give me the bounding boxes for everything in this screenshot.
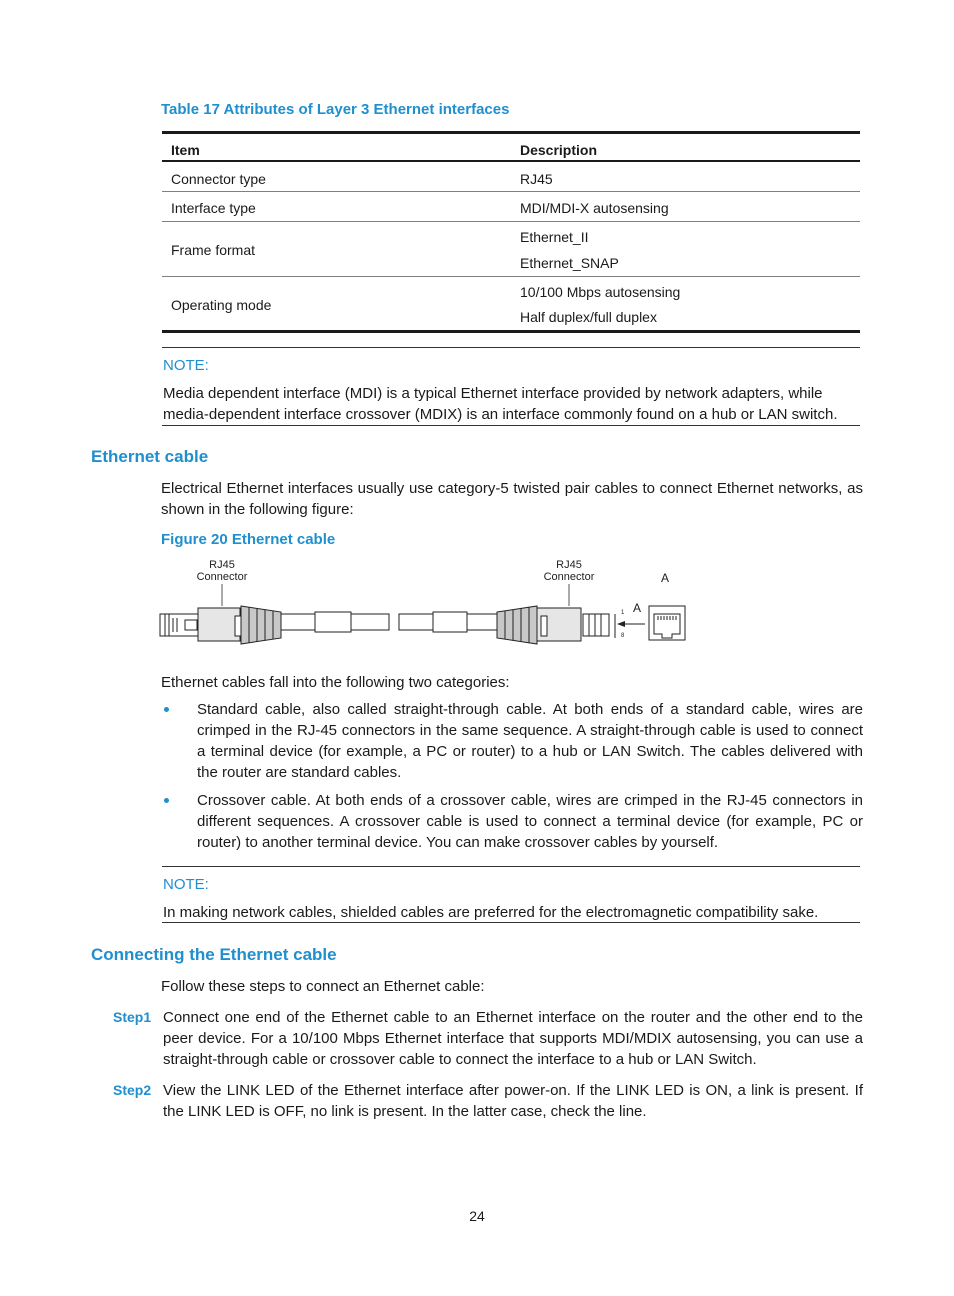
port-a-label: A	[661, 571, 670, 585]
left-connector-label: Connector	[196, 571, 248, 583]
note-text-line-2: media-dependent interface crossover (MDIX) is an interface commonly found on a hub or LAN switch.	[163, 406, 838, 423]
note-top-rule	[162, 866, 860, 867]
table-row-desc: Ethernet_SNAP	[520, 255, 619, 271]
right-connector-label: Connector	[543, 571, 595, 583]
left-rj45-label: RJ45	[209, 559, 235, 571]
bullet-dot	[164, 798, 169, 803]
list-item: Standard cable, also called straight-through cable. At both ends of a standard cable, wires are crimped in the RJ-45 connectors in the same sequence. A straight-through cable is used to connect a terminal device (for example, a PC or router) to a hub or LAN Switch. The cables delivered with the router are standard cables.	[197, 701, 863, 781]
note-bottom-rule	[162, 922, 860, 923]
table-bottom-rule	[162, 330, 860, 333]
table-row-item: Frame format	[171, 242, 256, 258]
table-row-item: Operating mode	[171, 297, 272, 313]
note-bottom-rule	[162, 425, 860, 426]
pin-8-label: 8	[621, 633, 625, 639]
table-header-item: Item	[171, 142, 200, 158]
section-heading-ethernet-cable: Ethernet cable	[91, 447, 209, 466]
step-text: View the LINK LED of the Ethernet interface after power-on. If the LINK LED is ON, a link is present. If the LINK LED is OFF, no link is present. In the latter case, check the line.	[163, 1082, 863, 1120]
step-text: Connect one end of the Ethernet cable to an Ethernet interface on the router and the other end to the peer device. For a 10/100 Mbps Ethernet interface that supports MDI/MDIX autosensing, you can use a straight-through cable or crossover cable to connect the interface to a hub or LAN Switch.	[163, 1009, 863, 1068]
step-label: Step2	[113, 1082, 152, 1098]
table-row-divider	[162, 221, 860, 222]
page-number: 24	[469, 1208, 485, 1224]
note-text-line-1: Media dependent interface (MDI) is a typical Ethernet interface provided by network adapters, while	[163, 385, 823, 402]
section-heading-connecting: Connecting the Ethernet cable	[91, 945, 337, 964]
section-intro-paragraph: Follow these steps to connect an Ethernet cable:	[161, 978, 485, 995]
table-row-desc: RJ45	[520, 171, 553, 187]
table-top-rule	[162, 131, 860, 134]
figure-caption: Figure 20 Ethernet cable	[161, 531, 336, 548]
table-row-divider	[162, 276, 860, 277]
section-intro-paragraph: Electrical Ethernet interfaces usually use category-5 twisted pair cables to connect Ethernet networks, as shown in the following figure:	[161, 480, 863, 518]
pin-1-label: 1	[621, 610, 625, 616]
note-label: NOTE:	[163, 357, 209, 374]
note-text: In making network cables, shielded cables are preferred for the electromagnetic compatibility sake.	[163, 904, 819, 921]
note-label: NOTE:	[163, 876, 209, 893]
table-row-item: Connector type	[171, 171, 266, 187]
table-row-divider	[162, 191, 860, 192]
bullet-dot	[164, 707, 169, 712]
table-caption: Table 17 Attributes of Layer 3 Ethernet interfaces	[161, 101, 510, 118]
table-header-rule	[162, 160, 860, 162]
table-header-description: Description	[520, 142, 598, 158]
table-row-item: Interface type	[171, 200, 256, 216]
table-row-desc: 10/100 Mbps autosensing	[520, 284, 681, 300]
ethernet-cable-figure	[155, 556, 695, 648]
table-row-desc: Half duplex/full duplex	[520, 309, 657, 325]
arrow-a-label: A	[633, 601, 642, 615]
categories-intro: Ethernet cables fall into the following two categories:	[161, 674, 510, 691]
step-label: Step1	[113, 1009, 152, 1025]
list-item: Crossover cable. At both ends of a crossover cable, wires are crimped in the RJ-45 connectors in different sequences. A crossover cable is used to connect a terminal device (for example, PC or router) to another terminal device. You can make crossover cables by yourself.	[197, 792, 863, 851]
table-row-desc: Ethernet_II	[520, 229, 589, 245]
note-top-rule	[162, 347, 860, 348]
table-row-desc: MDI/MDI-X autosensing	[520, 200, 669, 216]
right-rj45-label: RJ45	[556, 559, 582, 571]
